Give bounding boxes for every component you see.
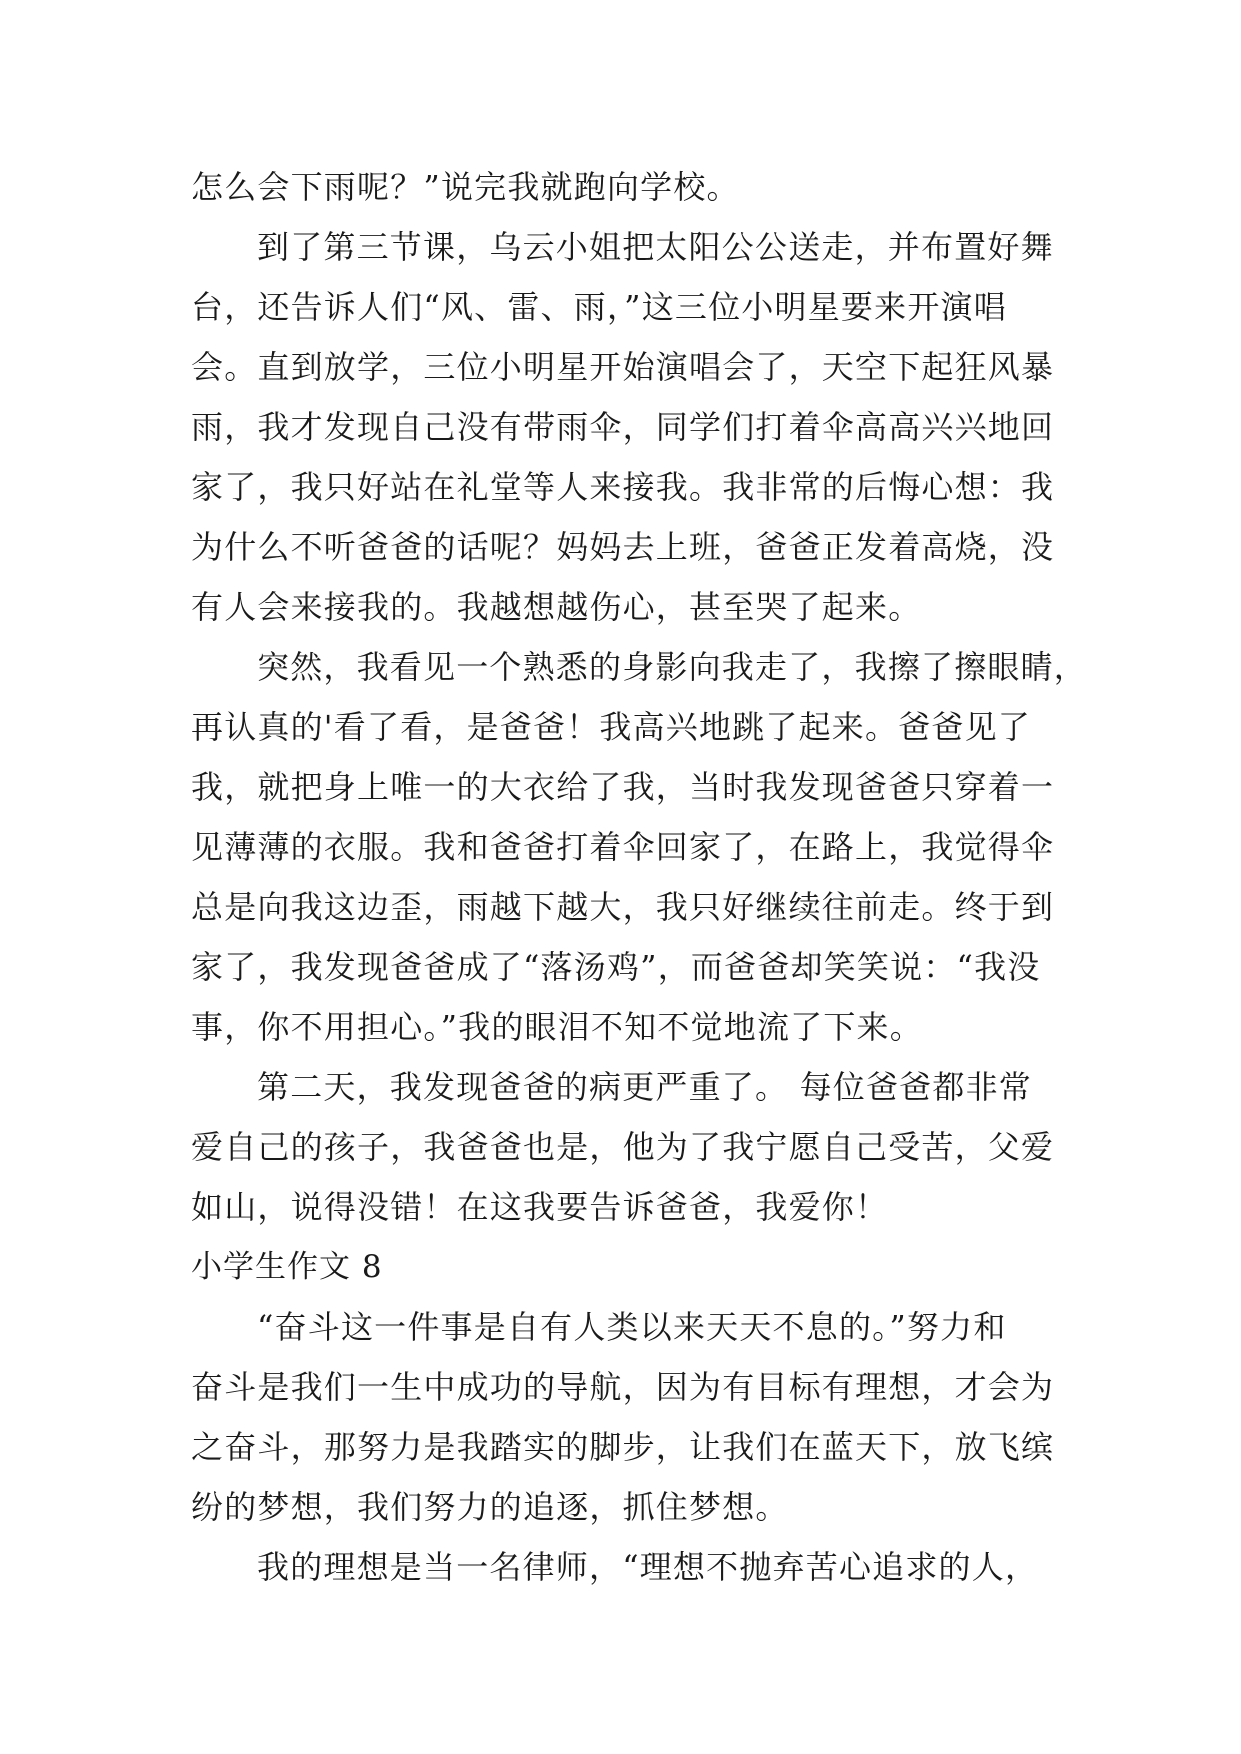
text-line: “奋斗这一件事是自有人类以来天天不息的。”努力和 xyxy=(257,1308,1007,1346)
text-line: 纷的梦想，我们努力的追逐，抓住梦想。 xyxy=(191,1488,789,1526)
text-line: 突然，我看见一个熟悉的身影向我走了，我擦了擦眼睛， xyxy=(257,648,1088,686)
text-line: 家了，我发现爸爸成了“落汤鸡”，而爸爸却笑笑说：“我没 xyxy=(191,948,1041,986)
text-line: 怎么会下雨呢？”说完我就跑向学校。 xyxy=(191,168,740,206)
text-line: 之奋斗，那努力是我踏实的脚步，让我们在蓝天下，放飞缤 xyxy=(191,1428,1055,1466)
text-line: 第二天，我发现爸爸的病更严重了。 每位爸爸都非常 xyxy=(257,1068,1032,1106)
text-line: 奋斗是我们一生中成功的导航，因为有目标有理想，才会为 xyxy=(191,1368,1055,1406)
text-line: 见薄薄的衣服。我和爸爸打着伞回家了，在路上，我觉得伞 xyxy=(191,828,1055,866)
text-line: 再认真的'看了看，是爸爸！我高兴地跳了起来。爸爸见了 xyxy=(191,708,1031,746)
text-line: 会。直到放学，三位小明星开始演唱会了，天空下起狂风暴 xyxy=(191,348,1055,386)
text-line: 我，就把身上唯一的大衣给了我，当时我发现爸爸只穿着一 xyxy=(191,768,1055,806)
text-line: 爱自己的孩子，我爸爸也是，他为了我宁愿自己受苦，父爱 xyxy=(191,1128,1055,1166)
text-line: 家了，我只好站在礼堂等人来接我。我非常的后悔心想：我 xyxy=(191,468,1055,506)
section-heading: 小学生作文 8 xyxy=(191,1249,383,1285)
text-line: 我的理想是当一名律师，“理想不抛弃苦心追求的人， xyxy=(257,1548,1039,1586)
text-line: 台，还告诉人们“风、雷、雨，”这三位小明星要来开演唱 xyxy=(191,288,1007,326)
text-line: 总是向我这边歪，雨越下越大，我只好继续往前走。终于到 xyxy=(191,888,1055,926)
text-line: 事，你不用担心。”我的眼泪不知不觉地流了下来。 xyxy=(191,1008,923,1046)
text-line: 到了第三节课，乌云小姐把太阳公公送走，并布置好舞 xyxy=(257,228,1054,266)
document-body xyxy=(191,157,1088,1597)
text-line: 雨，我才发现自己没有带雨伞，同学们打着伞高高兴兴地回 xyxy=(191,408,1055,446)
text-line: 如山，说得没错！在这我要告诉爸爸，我爱你！ xyxy=(191,1188,889,1226)
text-line: 为什么不听爸爸的话呢？妈妈去上班，爸爸正发着高烧，没 xyxy=(191,528,1055,566)
text-line: 有人会来接我的。我越想越伤心，甚至哭了起来。 xyxy=(191,588,922,626)
